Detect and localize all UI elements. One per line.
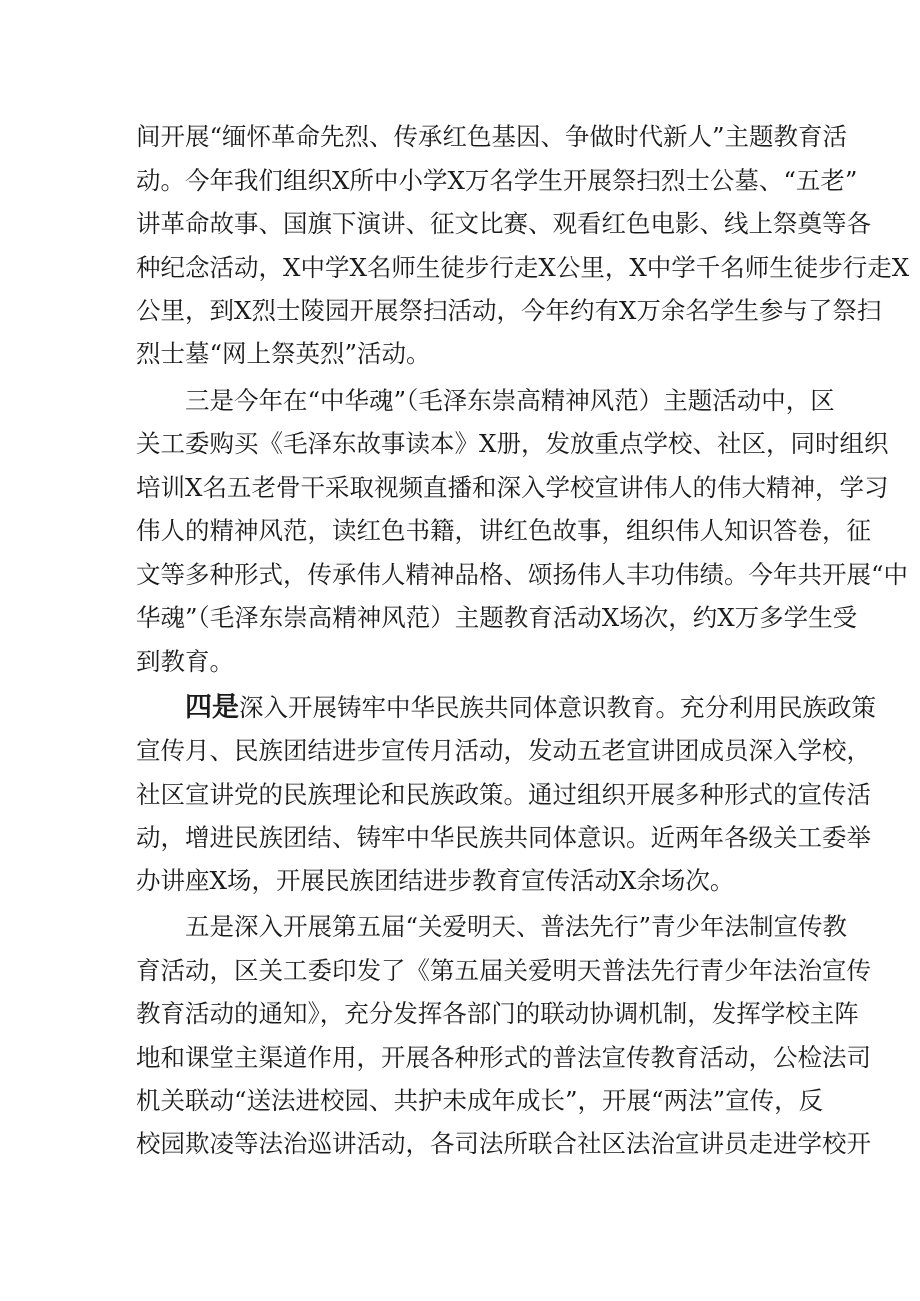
paragraph-1-line-6: 烈士墓“网上祭英烈”活动。 bbox=[136, 339, 431, 368]
paragraph-3-line-3: 社区宣讲党的民族理论和民族政策。通过组织开展多种形式的宣传活 bbox=[136, 780, 871, 809]
paragraph-2-line-1: 三是今年在“中华魂”（毛泽东崇高精神风范）主题活动中，区 bbox=[185, 386, 835, 415]
paragraph-1-line-1: 间开展“缅怀革命先烈、传承红色基因、争做时代新人”主题教育活 bbox=[136, 122, 848, 151]
paragraph-2-line-7: 到教育。 bbox=[136, 647, 234, 676]
paragraph-3-lead: 四是 bbox=[185, 692, 239, 723]
paragraph-4-line-5: 机关联动“送法进校园、共护未成年成长”，开展“两法”宣传，反 bbox=[136, 1086, 824, 1115]
paragraph-2-line-4: 伟人的精神风范，读红色书籍，讲红色故事，组织伟人知识答卷，征 bbox=[136, 516, 871, 545]
paragraph-3-line-5: 办讲座X场，开展民族团结进步教育宣传活动X余场次。 bbox=[136, 866, 735, 895]
paragraph-2-line-5: 文等多种形式，传承伟人精神品格、颂扬伟人丰功伟绩。今年共开展“中 bbox=[136, 560, 909, 589]
paragraph-4-line-1: 五是深入开展第五届“关爱明天、普法先行”青少年法制宣传教 bbox=[185, 912, 848, 941]
paragraph-3-line-4: 动，增进民族团结、铸牢中华民族共同体意识。近两年各级关工委举 bbox=[136, 823, 871, 852]
paragraph-3-line-2: 宣传月、民族团结进步宣传月活动，发动五老宣讲团成员深入学校， bbox=[136, 736, 871, 765]
paragraph-3-line-1-text: 深入开展铸牢中华民族共同体意识教育。充分利用民族政策 bbox=[239, 693, 876, 722]
paragraph-1-line-4: 种纪念活动，X中学X名师生徒步行走X公里，X中学千名师生徒步行走X bbox=[136, 253, 910, 282]
paragraph-4-line-2: 育活动，区关工委印发了《第五届关爱明天普法先行青少年法治宣传 bbox=[136, 956, 871, 985]
paragraph-4-line-6: 校园欺凌等法治巡讲活动，各司法所联合社区法治宣讲员走进学校开 bbox=[136, 1129, 871, 1158]
paragraph-2-line-2: 关工委购买《毛泽东故事读本》X册，发放重点学校、社区，同时组织 bbox=[136, 429, 889, 458]
paragraph-2-line-3: 培训X名五老骨干采取视频直播和深入学校宣讲伟人的伟大精神，学习 bbox=[136, 473, 889, 502]
paragraph-3-line-1 bbox=[185, 686, 876, 730]
paragraph-4-line-3: 教育活动的通知》，充分发挥各部门的联动协调机制，发挥学校主阵 bbox=[136, 999, 859, 1028]
paragraph-1-line-3: 讲革命故事、国旗下演讲、征文比赛、观看红色电影、线上祭奠等各 bbox=[136, 209, 871, 238]
paragraph-1-line-2: 动。今年我们组织X所中小学X万名学生开展祭扫烈士公墓、“五老” bbox=[136, 166, 858, 195]
paragraph-4-line-4: 地和课堂主渠道作用，开展各种形式的普法宣传教育活动，公检法司 bbox=[136, 1043, 871, 1072]
paragraph-1-line-5: 公里，到X烈士陵园开展祭扫活动，今年约有X万余名学生参与了祭扫 bbox=[136, 296, 882, 325]
paragraph-2-line-6: 华魂”（毛泽东崇高精神风范）主题教育活动X场次，约X万多学生受 bbox=[136, 603, 858, 632]
